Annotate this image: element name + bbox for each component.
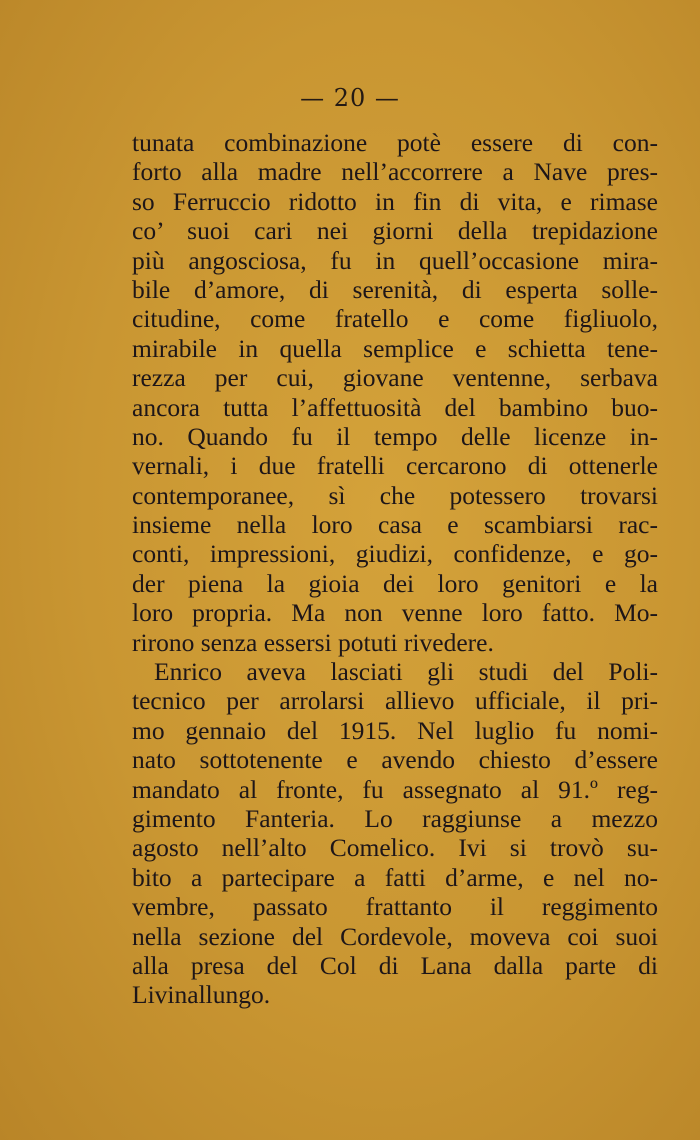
text-line: mandato al fronte, fu assegnato al 91.º reg- xyxy=(132,774,658,804)
text-line: ancora tutta l’affettuosità del bambino buo- xyxy=(132,392,658,422)
text-line: no. Quando fu il tempo delle licenze in- xyxy=(132,421,658,451)
text-line: vembre, passato frattanto il reggimento xyxy=(132,892,658,922)
text-line: tecnico per arrolarsi allievo ufficiale, il pri- xyxy=(132,686,658,716)
text-line: so Ferruccio ridotto in fin di vita, e rimase xyxy=(132,186,658,216)
text-line: contemporanee, sì che potessero trovarsi xyxy=(132,480,658,510)
text-line: rirono senza essersi potuti rivedere. xyxy=(132,627,494,657)
text-line: rezza per cui, giovane ventenne, serbava xyxy=(132,363,658,393)
paragraph-1 xyxy=(132,128,658,657)
text-line: tunata combinazione potè essere di con- xyxy=(132,128,658,157)
text-line: più angosciosa, fu in quell’occasione mira- xyxy=(132,245,658,275)
text-line: citudine, come fratello e come figliuolo, xyxy=(132,304,658,334)
text-line: conti, impressioni, giudizi, confidenze, e go- xyxy=(132,539,658,569)
page-number: — 20 — xyxy=(300,84,400,112)
text-line: alla presa del Col di Lana dalla parte di xyxy=(132,950,658,980)
paragraph-2 xyxy=(132,657,658,1010)
text-line: insieme nella loro casa e scambiarsi rac- xyxy=(132,510,658,540)
text-line: co’ suoi cari nei giorni della trepidazione xyxy=(132,216,658,246)
text-line: agosto nell’alto Comelico. Ivi si trovò su- xyxy=(132,833,658,863)
body-text xyxy=(132,128,658,1010)
text-line: Enrico aveva lasciati gli studi del Poli- xyxy=(154,657,658,687)
text-line: nella sezione del Cordevole, moveva coi suoi xyxy=(132,921,658,951)
text-line: bile d’amore, di serenità, di esperta solle- xyxy=(132,274,658,304)
text-line: mirabile in quella semplice e schietta tene- xyxy=(132,333,658,363)
text-line: vernali, i due fratelli cercarono di ottenerle xyxy=(132,451,658,481)
text-line: loro propria. Ma non venne loro fatto. Mo- xyxy=(132,598,658,628)
text-line: nato sottotenente e avendo chiesto d’essere xyxy=(132,745,658,775)
text-line: Livinallungo. xyxy=(132,980,271,1010)
text-line: mo gennaio del 1915. Nel luglio fu nomi- xyxy=(132,715,658,745)
text-line: forto alla madre nell’accorrere a Nave pres- xyxy=(132,157,658,187)
text-line: gimento Fanteria. Lo raggiunse a mezzo xyxy=(132,803,658,833)
text-line: bito a partecipare a fatti d’arme, e nel no- xyxy=(132,862,658,892)
text-line: der piena la gioia dei loro genitori e la xyxy=(132,568,658,598)
